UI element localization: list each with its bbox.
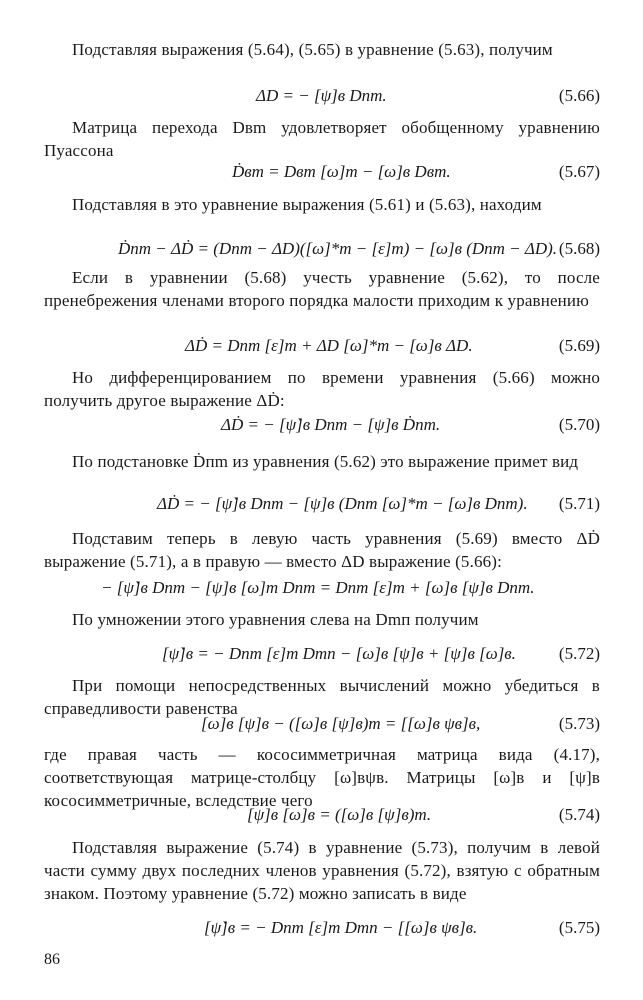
formula: ΔḊ = − [ψ̇]в Dпm − [ψ]в Ḋпm. (221, 415, 441, 434)
paragraph: где правая часть — кососимметричная матрица вида (4.17), соответствующая матрице-столбцу [ω]вψв. Матрицы [ω]в и [ψ]в кососимметричные, вследствие чего (44, 745, 600, 810)
paragraph: Подставим теперь в левую часть уравнения (5.69) вместо ΔḊ выражение (5.71), а в правую — вместо ΔD выражение (5.66): (44, 529, 600, 571)
paragraph: При помощи непосредственных вычислений можно убедиться в справедливости равенства (44, 676, 600, 718)
equation-5-66 (44, 82, 600, 110)
equation-number: (5.73) (558, 714, 600, 733)
equation-5-72 (44, 640, 600, 668)
formula: [ψ̇]в = − Dпm [ε]m Dmп − [ω]в [ψ]в + [ψ]в [ω]в. (162, 644, 516, 663)
equation-number: (5.71) (558, 494, 600, 513)
equation-unnumbered (44, 574, 600, 602)
formula: [ω]в [ψ]в − ([ω]в [ψ]в)т = [[ω]в ψв]в, (201, 714, 481, 733)
equation-5-75 (44, 914, 600, 942)
equation-number: (5.72) (558, 644, 600, 663)
equation-5-70 (44, 411, 600, 439)
equation-5-71 (44, 490, 600, 518)
equation-5-74 (44, 801, 600, 829)
equation-5-69 (44, 332, 600, 360)
formula: − [ψ̇]в Dпm − [ψ]в [ω]m Dпm = Dпm [ε]m + [ω]в [ψ]в Dпm. (101, 578, 535, 597)
paragraph: Но дифференцированием по времени уравнения (5.66) можно получить другое выражение ΔḊ: (44, 368, 600, 410)
paragraph: Подставляя в это уравнение выражения (5.61) и (5.63), находим (72, 195, 542, 214)
paragraph: Матрица перехода Dвm удовлетворяет обобщенному уравнению Пуассона (44, 118, 600, 160)
formula: [ψ]в [ω]в = ([ω]в [ψ]в)т. (247, 805, 432, 824)
paragraph: По умножении этого уравнения слева на Dmп получим (72, 610, 479, 629)
paragraph: Подставляя выражения (5.64), (5.65) в уравнение (5.63), получим (72, 40, 553, 59)
equation-number: (5.66) (558, 86, 600, 105)
formula: [ψ̇]в = − Dпm [ε]m Dmп − [[ω]в ψв]в. (204, 918, 478, 937)
paragraph: Если в уравнении (5.68) учесть уравнение (5.62), то после пренебрежения членами второго порядка малости приходим к уравнению (44, 268, 600, 310)
formula: ΔḊ = Dпm [ε]m + ΔD [ω]*m − [ω]в ΔD. (185, 336, 473, 355)
equation-5-73 (44, 710, 600, 738)
formula: Ḋпm − ΔḊ = (Dпm − ΔD)([ω]*m − [ε]m) − [ω]в (Dпm − ΔD). (118, 239, 558, 258)
equation-number: (5.68) (558, 239, 600, 258)
equation-5-68 (44, 235, 600, 263)
equation-number: (5.74) (558, 805, 600, 824)
equation-number: (5.70) (558, 415, 600, 434)
equation-number: (5.69) (558, 336, 600, 355)
paragraph: По подстановке Ḋпm из уравнения (5.62) это выражение примет вид (72, 452, 579, 471)
equation-number: (5.75) (558, 918, 600, 937)
formula: ΔD = − [ψ]в Dпm. (256, 86, 387, 105)
formula: Ḋвm = Dвm [ω]m − [ω]в Dвm. (232, 162, 451, 181)
equation-5-67 (44, 158, 600, 186)
equation-number: (5.67) (558, 162, 600, 181)
formula: ΔḊ = − [ψ̇]в Dпm − [ψ]в (Dпm [ω]*m − [ω]в Dпm). (157, 494, 528, 513)
paragraph: Подставляя выражение (5.74) в уравнение (5.73), получим в левой части сумму двух последних членов уравнения (5.72), взятую с обратным знаком. Поэтому уравнение (5.72) можно записать в виде (44, 838, 600, 903)
page-number: 86 (44, 951, 60, 968)
